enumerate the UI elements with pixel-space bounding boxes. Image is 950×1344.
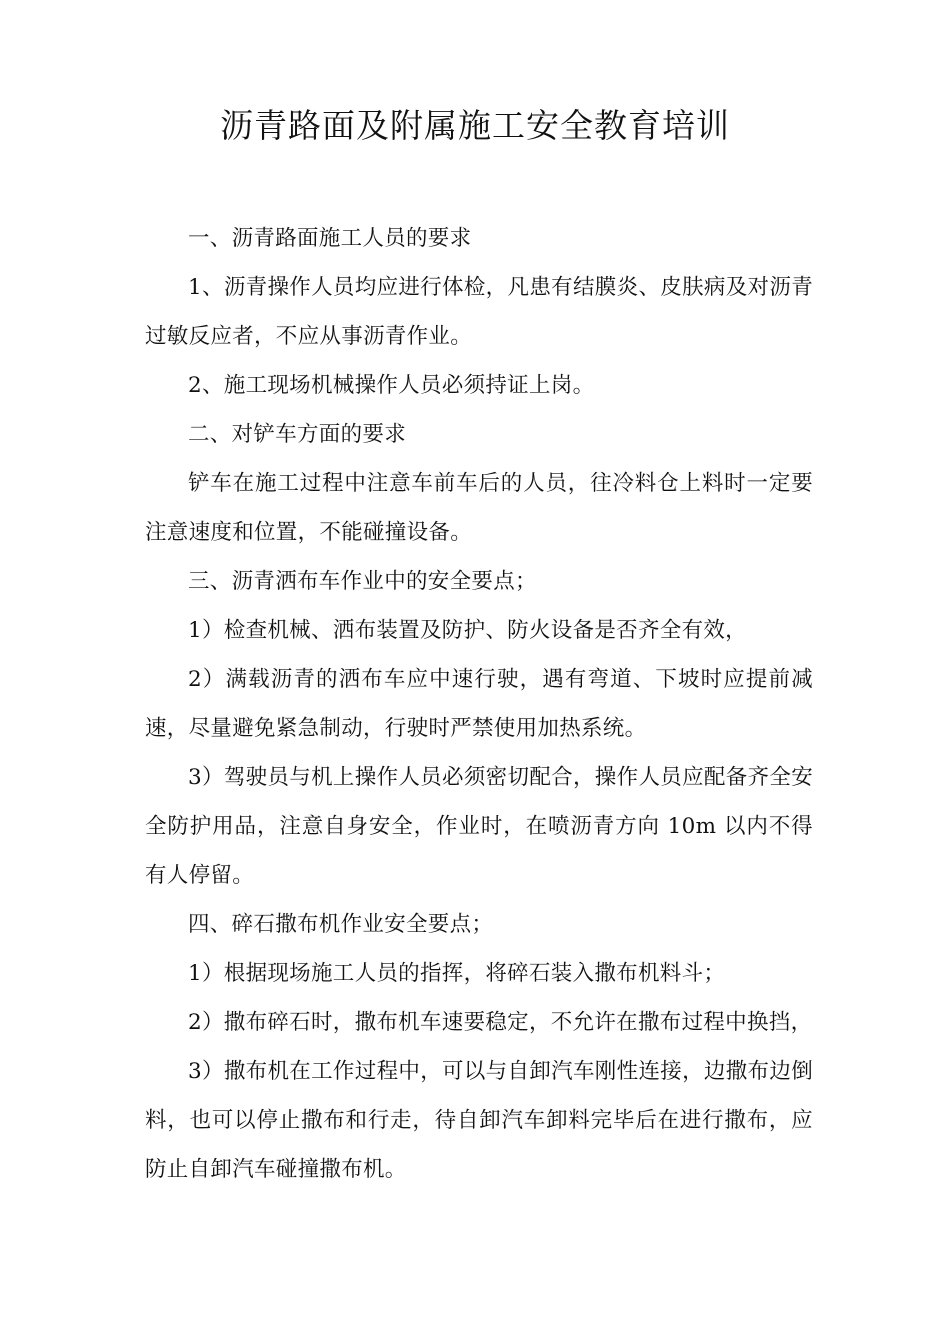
document-body [145,214,813,1194]
document-title: 沥青路面及附属施工安全教育培训 [220,106,730,145]
paragraph-4-3: 3）撒布机在工作过程中，可以与自卸汽车刚性连接，边撒布边倒料，也可以停止撒布和行走，待自卸汽车卸料完毕后在进行撒布，应防止自卸汽车碰撞撒布机。 [145,1059,813,1182]
paragraph-4-1: 1）根据现场施工人员的指挥，将碎石装入撒布机料斗； [188,961,726,986]
paragraph-section-4-heading: 四、碎石撒布机作业安全要点； [188,912,494,937]
paragraph-3-3: 3）驾驶员与机上操作人员必须密切配合，操作人员应配备齐全安全防护用品，注意自身安全，作业时，在喷沥青方向 10m 以内不得有人停留。 [145,765,813,888]
paragraph-1-1: 1、沥青操作人员均应进行体检，凡患有结膜炎、皮肤病及对沥青过敏反应者，不应从事沥青作业。 [145,275,813,349]
paragraph-1-2: 2、施工现场机械操作人员必须持证上岗。 [188,373,595,398]
paragraph-3-2: 2）满载沥青的洒布车应中速行驶，遇有弯道、下坡时应提前减速，尽量避免紧急制动，行驶时严禁使用加热系统。 [145,667,813,741]
paragraph-2-1: 铲车在施工过程中注意车前车后的人员，往冷料仓上料时一定要注意速度和位置，不能碰撞设备。 [145,471,813,545]
paragraph-section-1-heading: 一、沥青路面施工人员的要求 [188,226,472,251]
paragraph-section-2-heading: 二、对铲车方面的要求 [188,422,407,447]
paragraph-section-3-heading: 三、沥青洒布车作业中的安全要点； [188,569,537,594]
paragraph-4-2: 2）撒布碎石时，撒布机车速要稳定，不允许在撒布过程中换挡， [188,1010,813,1035]
paragraph-3-1: 1）检查机械、洒布装置及防护、防火设备是否齐全有效， [188,618,747,643]
